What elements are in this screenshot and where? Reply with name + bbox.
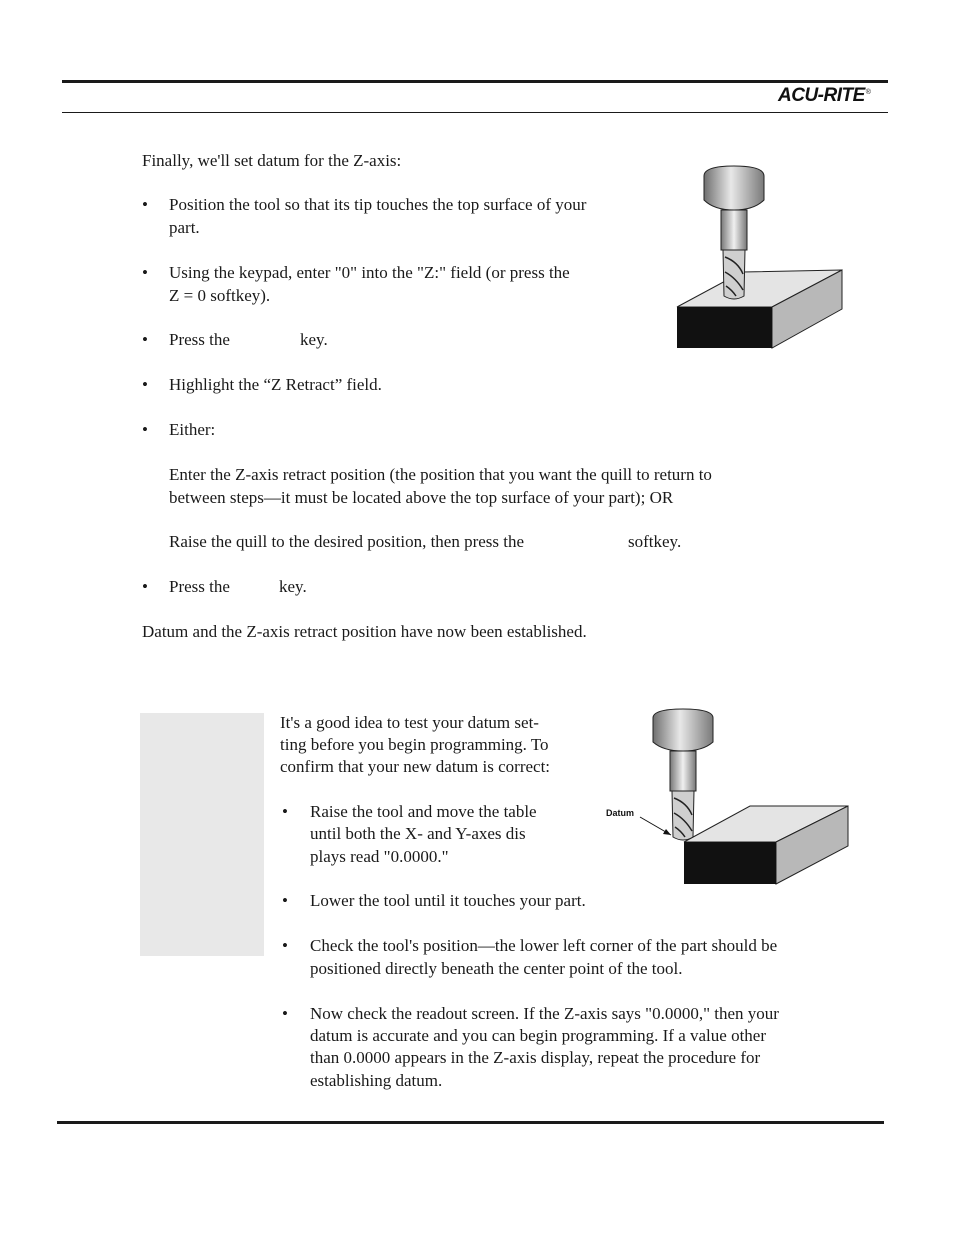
tip-bullet-1-line-2: until both the X- and Y-axes dis <box>310 824 526 843</box>
bullet: • <box>142 375 148 394</box>
bullet: • <box>142 330 148 349</box>
step-3-text-end: key. <box>300 330 328 349</box>
option-2-text: Raise the quill to the desired position, then press the <box>169 532 525 551</box>
bullet: • <box>282 891 288 910</box>
tip-bullet-4-line-4: establishing datum. <box>310 1071 443 1090</box>
option-1-line-2: between steps—it must be located above the top surface of your part); OR <box>169 488 674 507</box>
acu-rite-logo: ACU-RITE® <box>778 85 871 106</box>
bullet: • <box>282 802 288 821</box>
step-2-line-1: Using the keypad, enter "0" into the "Z:" field (or press the <box>169 263 570 282</box>
bullet: • <box>142 420 148 439</box>
header-rule-thin <box>62 112 888 113</box>
step-last-text-end: key. <box>279 577 307 596</box>
step-1-line-1: Position the tool so that its tip touches the top surface of your <box>169 195 587 214</box>
tool-touching-part-figure <box>672 162 847 352</box>
datum-label: Datum <box>606 808 635 818</box>
step-2-line-2: Z = 0 softkey). <box>169 286 271 305</box>
tip-intro-line-3: confirm that your new datum is correct: <box>280 757 551 776</box>
conclusion-text: Datum and the Z-axis retract position have now been established. <box>142 622 587 641</box>
step-5-text: Either: <box>169 420 216 439</box>
bullet: • <box>142 195 148 214</box>
header-rule <box>62 80 888 83</box>
tip-bullet-4-line-1: Now check the readout screen. If the Z-axis says "0.0000," then your <box>310 1004 779 1023</box>
step-3-text: Press the <box>169 330 230 349</box>
bullet: • <box>282 1004 288 1023</box>
tip-bullet-2: Lower the tool until it touches your part. <box>310 891 586 910</box>
tip-bullet-1-line-3: plays read "0.0000." <box>310 847 449 866</box>
bullet: • <box>282 936 288 955</box>
datum-check-figure <box>600 706 852 888</box>
tip-sidebar <box>140 713 264 956</box>
option-2-text-end: softkey. <box>628 532 682 551</box>
tip-bullet-1-line-1: Raise the tool and move the table <box>310 802 537 821</box>
option-1-line-1: Enter the Z-axis retract position (the position that you want the quill to return to <box>169 465 712 484</box>
step-last-text: Press the <box>169 577 230 596</box>
tip-bullet-3-line-1: Check the tool's position—the lower left corner of the part should be <box>310 936 778 955</box>
tip-bullet-4-line-2: datum is accurate and you can begin programming. If a value other <box>310 1026 766 1045</box>
step-4-text: Highlight the “Z Retract” field. <box>169 375 382 394</box>
footer-rule <box>57 1121 884 1124</box>
bullet: • <box>142 263 148 282</box>
bullet: • <box>142 577 148 596</box>
tip-bullet-3-line-2: positioned directly beneath the center point of the tool. <box>310 959 683 978</box>
step-1-line-2: part. <box>169 218 200 237</box>
tip-bullet-4-line-3: than 0.0000 appears in the Z-axis display, repeat the procedure for <box>310 1048 761 1067</box>
tip-intro-line-2: ting before you begin programming. To <box>280 735 549 754</box>
intro-text: Finally, we'll set datum for the Z-axis: <box>142 151 402 170</box>
tip-intro-line-1: It's a good idea to test your datum set- <box>280 713 539 732</box>
